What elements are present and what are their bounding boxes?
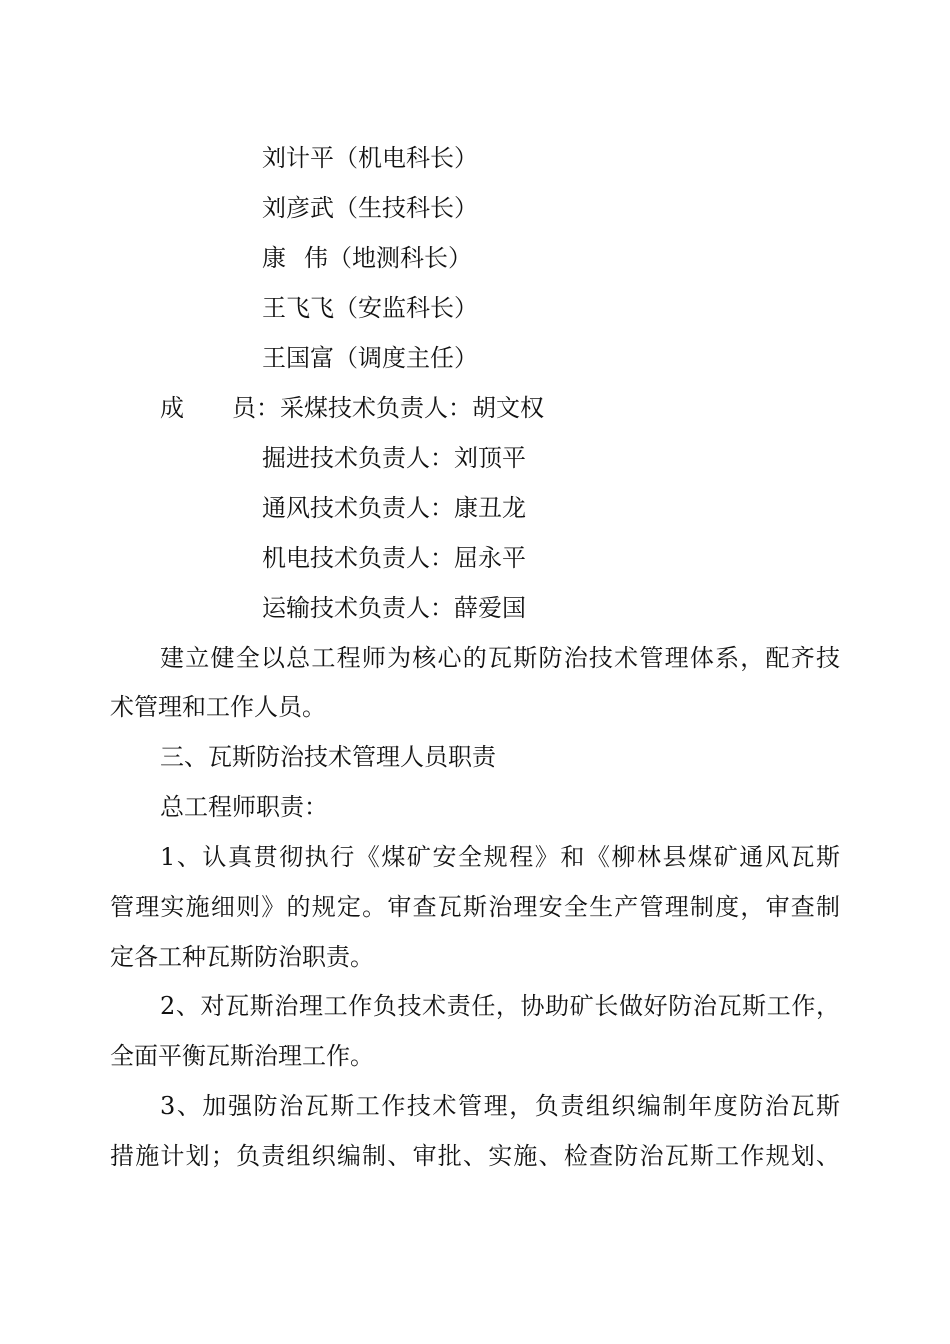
leader-name-part: 康 bbox=[262, 244, 286, 272]
leader-role: （生技科长） bbox=[334, 194, 478, 222]
leader-name: 刘彦武 bbox=[262, 194, 334, 222]
member-item: 机电技术负责人：屈永平 bbox=[262, 544, 526, 572]
leader-line bbox=[262, 143, 478, 173]
leader-line bbox=[262, 343, 478, 373]
leader-line bbox=[262, 193, 478, 223]
section-heading: 三、瓦斯防治技术管理人员职责 bbox=[160, 743, 496, 771]
paragraph-line: 1、认真贯彻执行《煤矿安全规程》和《柳林县煤矿通风瓦斯 bbox=[160, 843, 840, 871]
members-label-line bbox=[160, 393, 544, 423]
paragraph-line: 措施计划；负责组织编制、审批、实施、检查防治瓦斯工作规划、 bbox=[110, 1142, 840, 1170]
leader-name: 王飞飞 bbox=[262, 294, 334, 322]
leader-name-part: 伟 bbox=[304, 244, 328, 272]
member-item: 采煤技术负责人：胡文权 bbox=[280, 394, 544, 422]
paragraph-line: 3、加强防治瓦斯工作技术管理，负责组织编制年度防治瓦斯 bbox=[160, 1092, 840, 1120]
leader-line bbox=[262, 243, 472, 273]
leader-role: （调度主任） bbox=[334, 344, 478, 372]
paragraph-line: 管理实施细则》的规定。审查瓦斯治理安全生产管理制度，审查制 bbox=[110, 893, 840, 921]
members-label: 成 bbox=[160, 394, 184, 422]
paragraph-line: 全面平衡瓦斯治理工作。 bbox=[110, 1042, 374, 1070]
sub-heading: 总工程师职责： bbox=[160, 793, 328, 821]
leader-line bbox=[262, 293, 478, 323]
leader-name: 刘计平 bbox=[262, 144, 334, 172]
member-item: 掘进技术负责人：刘顶平 bbox=[262, 444, 526, 472]
leader-role: （安监科长） bbox=[334, 294, 478, 322]
paragraph-line: 建立健全以总工程师为核心的瓦斯防治技术管理体系，配齐技 bbox=[160, 644, 840, 672]
leader-role: （地测科长） bbox=[328, 244, 472, 272]
member-item: 通风技术负责人：康丑龙 bbox=[262, 494, 526, 522]
leader-role: （机电科长） bbox=[334, 144, 478, 172]
paragraph-line: 术管理和工作人员。 bbox=[110, 693, 326, 721]
paragraph-line: 2、对瓦斯治理工作负技术责任，协助矿长做好防治瓦斯工作， bbox=[160, 992, 840, 1020]
member-item: 运输技术负责人：薛爱国 bbox=[262, 594, 526, 622]
paragraph-line: 定各工种瓦斯防治职责。 bbox=[110, 943, 374, 971]
members-label: 员： bbox=[232, 394, 280, 422]
leader-name: 王国富 bbox=[262, 344, 334, 372]
